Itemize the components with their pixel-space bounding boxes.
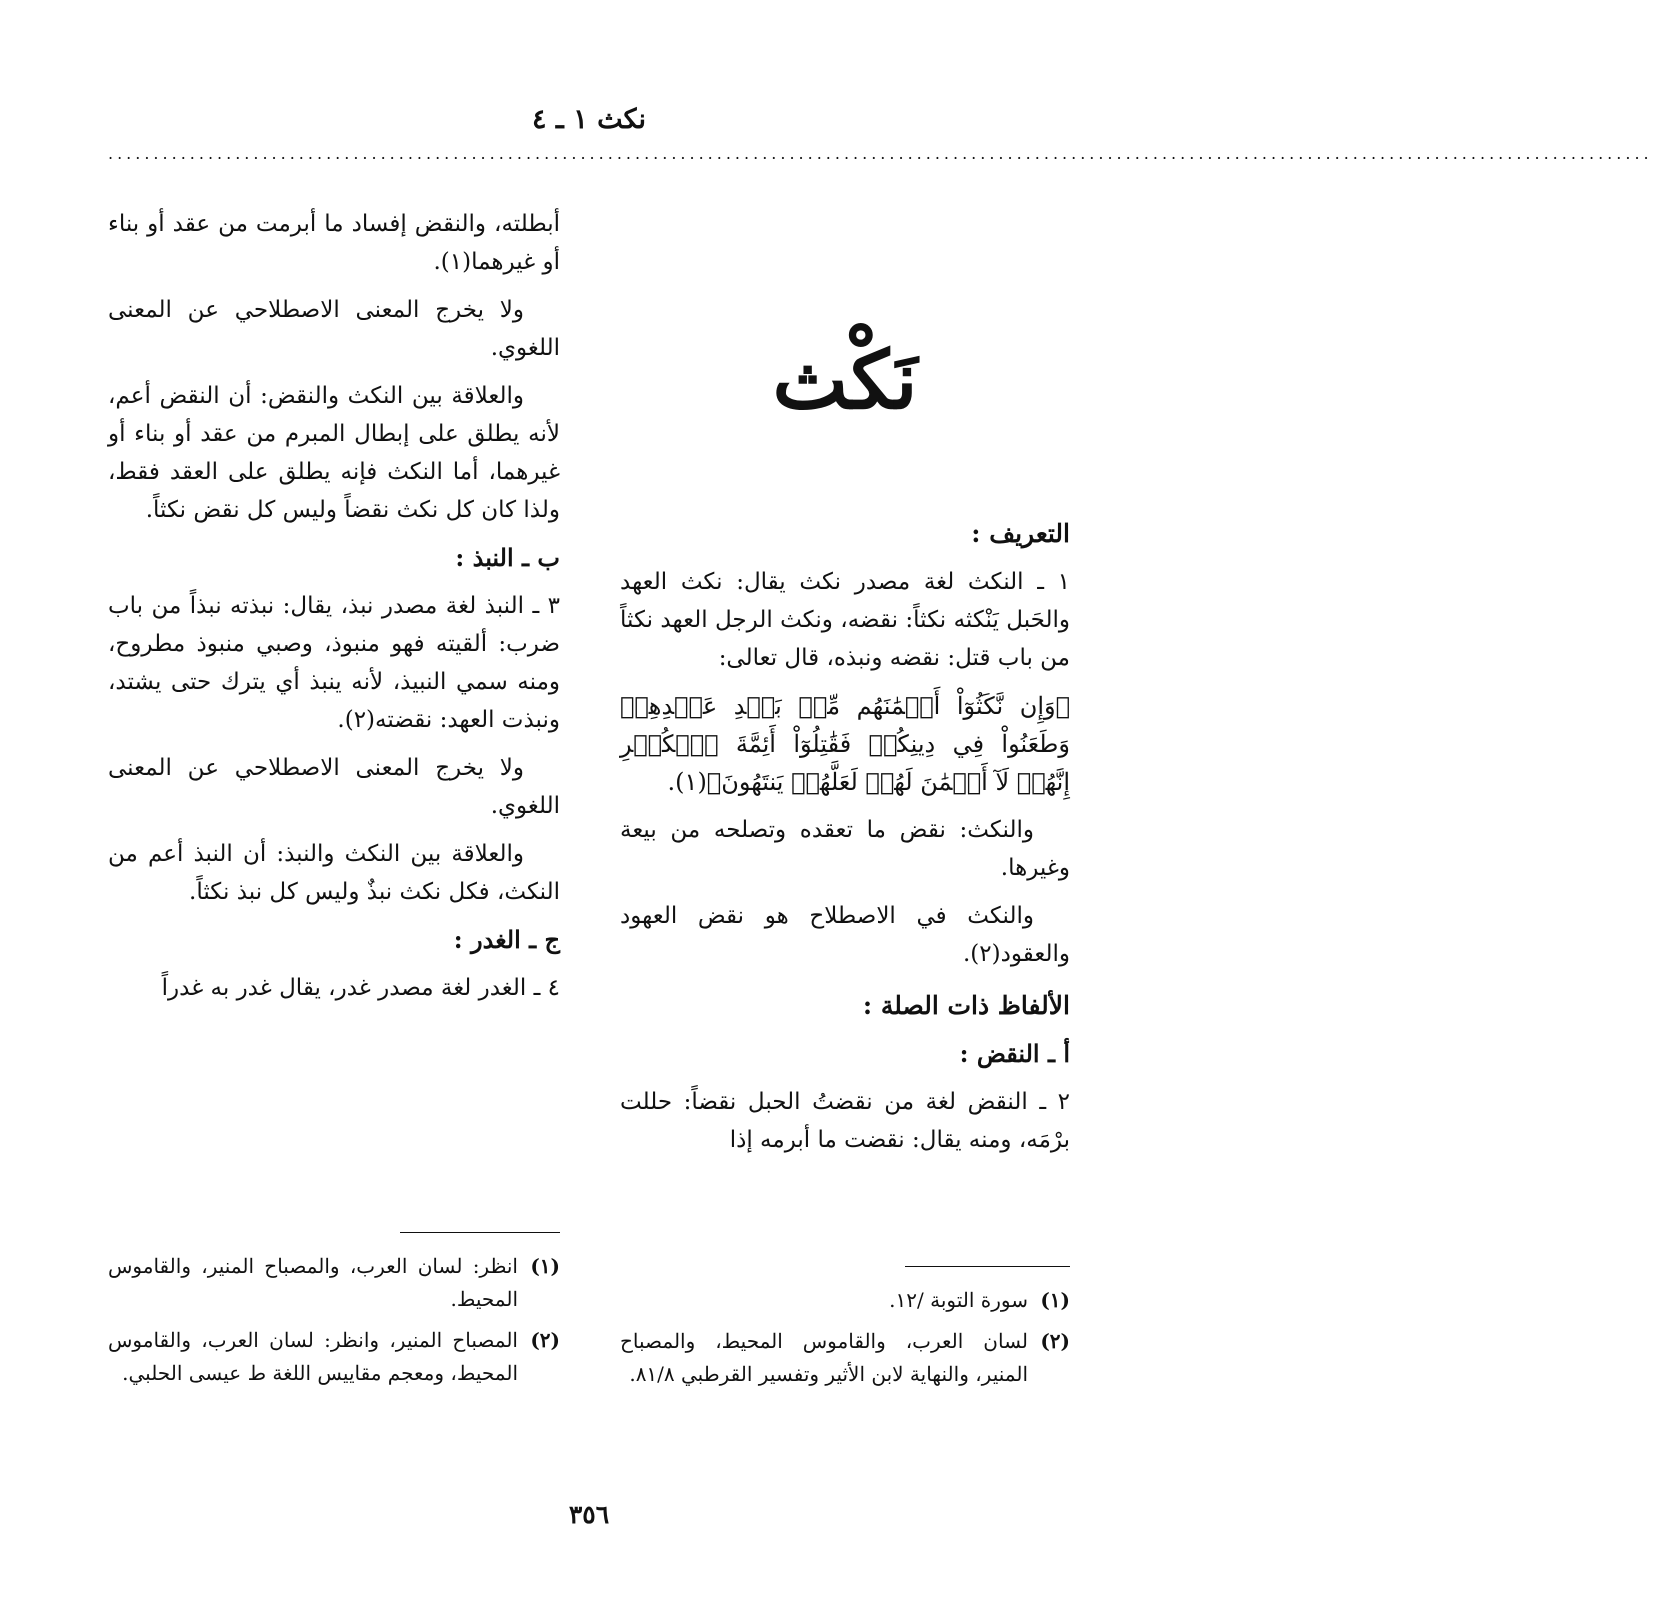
footnote xyxy=(620,1325,1070,1391)
quran-verse: ﴿وَإِن نَّكَثُوٓاْ أَيۡمَٰنَهُم مِّنۢ بَعۡدِ عَهۡدِهِمۡ وَطَعَنُواْ فِي دِينِكُمۡ فَقَٰتِلُوٓاْ أَئِمَّةَ ٱلۡكُفۡرِ إِنَّهُمۡ لَآ أَيۡمَٰنَ لَهُمۡ لَعَلَّهُمۡ يَنتَهُونَ﴾(١). xyxy=(620,692,1070,796)
footnote xyxy=(620,1284,1070,1317)
footnotes-right xyxy=(620,1284,1070,1399)
left-column xyxy=(108,205,560,1017)
footnote-number: (٢) xyxy=(1040,1329,1070,1353)
footnote-number: (١) xyxy=(1040,1288,1070,1312)
footnote-text: لسان العرب، والقاموس المحيط، والمصباح المنير، والنهاية لابن الأثير وتفسير القرطبي ٨١/٨. xyxy=(620,1329,1028,1386)
paragraph: ولا يخرج المعنى الاصطلاحي عن المعنى اللغوي. xyxy=(108,297,560,361)
dotted-separator: .......................................................................................................................................................................... xyxy=(108,144,1653,163)
paragraph: ٤ ـ الغدر لغة مصدر غدر، يقال غدر به غدراً xyxy=(161,975,560,1001)
definition-heading: التعريف : xyxy=(971,519,1070,548)
subheading-nabdh: ب ـ النبذ : xyxy=(455,543,560,572)
subheading-naqd: أ ـ النقض : xyxy=(959,1039,1070,1068)
paragraph: أبطلته، والنقض إفساد ما أبرمت من عقد أو بناء أو غيرهما(١). xyxy=(108,211,560,275)
paragraph: ٢ ـ النقض لغة من نقضتُ الحبل نقضاً: حللت برْمَه، ومنه يقال: نقضت ما أبرمه إذا xyxy=(620,1089,1070,1153)
footnote xyxy=(108,1324,560,1390)
footnote-text: سورة التوبة /١٢. xyxy=(889,1288,1028,1312)
paragraph: والعلاقة بين النكث والنقض: أن النقض أعم، لأنه يطلق على إبطال المبرم من عقد أو بناء أو غيرهما، أما النكث فإنه يطلق على العقد فقط، ولذا كان كل نكث نقضاً وليس كل نقض نكثاً. xyxy=(108,383,560,523)
paragraph: والنكث: نقض ما تعقده وتصلحه من بيعة وغيرها. xyxy=(620,817,1070,881)
footnote-number: (٢) xyxy=(530,1328,560,1352)
footnote-rule-right xyxy=(905,1266,1070,1267)
footnote-number: (١) xyxy=(530,1254,560,1278)
paragraph: ولا يخرج المعنى الاصطلاحي عن المعنى اللغوي. xyxy=(108,755,560,819)
right-column xyxy=(620,515,1070,1169)
footnote-text: انظر: لسان العرب، والمصباح المنير، والقاموس المحيط. xyxy=(108,1254,518,1311)
footnote-rule-left xyxy=(400,1232,560,1233)
page-header: نكث ١ ـ ٤ xyxy=(531,104,647,135)
page-number: ٣٥٦ xyxy=(568,1500,610,1529)
paragraph: والعلاقة بين النكث والنبذ: أن النبذ أعم من النكث، فكل نكث نبذٌ وليس كل نبذ نكثاً. xyxy=(108,841,560,905)
paragraph: ٣ ـ النبذ لغة مصدر نبذ، يقال: نبذته نبذاً من باب ضرب: ألقيته فهو منبوذ، وصبي منبوذ مطروح، ومنه سمي النبيذ، لأنه ينبذ أي يترك حتى يشتد، ونبذت العهد: نقضته(٢). xyxy=(108,593,560,733)
footnote-text: المصباح المنير، وانظر: لسان العرب، والقاموس المحيط، ومعجم مقاييس اللغة ط عيسى الحلبي. xyxy=(108,1328,518,1385)
paragraph: والنكث في الاصطلاح هو نقض العهود والعقود(٢). xyxy=(620,903,1070,967)
subheading-ghadr: ج ـ الغدر : xyxy=(453,925,560,954)
entry-title: نَكْث xyxy=(772,333,918,427)
paragraph: ١ ـ النكث لغة مصدر نكث يقال: نكث العهد والحَبل يَنْكثه نكثاً: نقضه، ونكث الرجل العهد نكثاً من باب قتل: نقضه ونبذه، قال تعالى: xyxy=(620,569,1070,671)
related-terms-heading: الألفاظ ذات الصلة : xyxy=(862,991,1070,1020)
footnote xyxy=(108,1250,560,1316)
footnotes-left xyxy=(108,1250,560,1398)
